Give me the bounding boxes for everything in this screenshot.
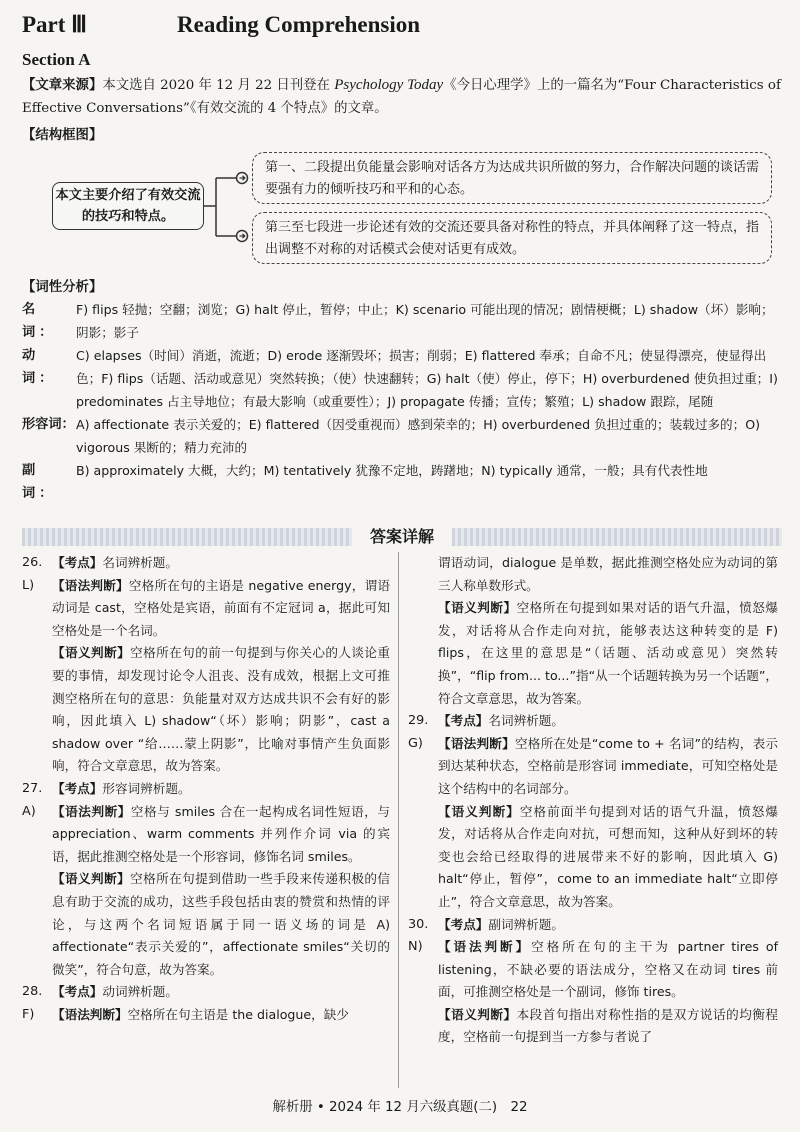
banner-decoration-left <box>22 528 352 546</box>
answer-number: 29. <box>408 713 429 729</box>
banner-decoration-right <box>452 528 782 546</box>
answer-text: 动词辨析题。 <box>102 984 178 1000</box>
answer-number: G) <box>408 735 423 751</box>
vocab-row-adverb <box>22 459 782 505</box>
structure-label: 【结构框图】 <box>22 127 103 143</box>
answer-text: 名词辨析题。 <box>488 713 564 729</box>
answer-tag: 【语法判断】 <box>438 735 515 751</box>
answer-entry <box>22 981 390 1004</box>
answers-right-column <box>408 552 778 1049</box>
answers-title: 答案详解 <box>369 527 434 546</box>
answer-body <box>438 1004 778 1049</box>
structure-detail-2: 第三至七段进一步论述有效的交流还要具备对称性的特点，并具体阐释了这一特点，指出调整不对称的对话模式会使对话更有成效。 <box>252 212 772 264</box>
vocab-key: 形容词： <box>22 417 75 432</box>
page-footer: 解析册 • 2024 年 12 月六级真题(二) 22 <box>272 1100 528 1115</box>
answer-tag: 【考点】 <box>52 984 103 1000</box>
answer-number <box>22 868 52 981</box>
source-text-before: 本文选自 2020 年 12 月 22 日刊登在 <box>102 78 335 93</box>
answer-body <box>438 914 778 937</box>
answer-tag: 【语法判断】 <box>52 803 131 819</box>
part-label: Part Ⅲ <box>22 12 88 37</box>
answer-entry <box>22 575 390 643</box>
answer-entry <box>22 642 390 778</box>
answer-body <box>52 981 390 1004</box>
answer-tag: 【语义判断】 <box>438 1006 517 1022</box>
vocab-key: 动 词： <box>22 348 57 386</box>
answer-entry <box>22 801 390 869</box>
answer-number <box>408 801 438 914</box>
answer-text: 空格所在句提到借助一些手段来传递积极的信息有助于交流的成功，这些手段包括由衷的赞赏和热情的评论，与这两个名词短语属于同一语义场的词是 A) affectionate“表示关爱的”，affectionate smiles“关切的微笑”，符合句意，故为答案。 <box>52 871 391 977</box>
answer-entry <box>408 552 778 597</box>
answer-body <box>438 801 778 914</box>
source-text-after: 《今日心理学》上的一篇名为“Four Characteristics of Effective Conversations”《有效交流的 4 个特点》的文章。 <box>22 78 781 116</box>
answer-entry <box>408 801 778 914</box>
answer-text: 空格所在句提到如果对话的语气升温，愤怒爆发，对话将从合作走向对抗，能够表达这种转变的是 F) flips，在这里的意思是“（话题、活动或意见）突然转换”，“flip from... to...”指“从一个话题转换为另一个话题”，符合文章意思，故为答案。 <box>438 600 779 706</box>
answer-text: 谓语动词，dialogue 是单数，据此推测空格处应为动词的第三人称单数形式。 <box>438 555 778 593</box>
vocab-row-verb <box>22 344 782 413</box>
answer-text: 空格与 smiles 合在一起构成名词性短语，与 appreciation、warm comments 并列作介词 via 的宾语，据此推测空格处是一个形容词，修饰名词 smiles。 <box>52 803 390 864</box>
answer-body <box>52 801 390 869</box>
answer-number: N) <box>408 939 423 955</box>
answer-number <box>408 597 438 710</box>
answer-entry <box>408 597 778 710</box>
answer-body <box>52 868 390 981</box>
answer-number <box>408 552 438 597</box>
structure-detail-1: 第一、二段提出负能量会影响对话各方为达成共识所做的努力，合作解决问题的谈话需要强有力的倾听技巧和平和的心态。 <box>252 152 772 204</box>
answer-tag: 【语义判断】 <box>438 600 517 616</box>
answer-number: 30. <box>408 916 429 932</box>
answer-body <box>52 575 390 643</box>
answer-entry <box>22 778 390 801</box>
answer-tag: 【考点】 <box>438 916 489 932</box>
source-tag: 【文章来源】 <box>22 77 103 93</box>
answer-number: A) <box>22 803 36 819</box>
vocab-row-adjective <box>22 413 782 459</box>
answer-entry <box>408 936 778 1004</box>
answer-tag: 【语法判断】 <box>52 1006 128 1022</box>
structure-connector <box>204 152 252 264</box>
answer-entry <box>22 1004 390 1027</box>
answer-text: 空格前面半句提到对话的语气升温，愤怒爆发，对话将从合作走向对抗，可想而知，这种从好到坏的转变也会给已经取得的进展带来不好的影响，因此填入 G) halt“停止，暂停”，come to an immediate halt“立即停止”，符合文章意思，故为答案。 <box>438 803 779 909</box>
section-title: Section A <box>22 50 91 69</box>
answer-tag: 【语义判断】 <box>438 803 520 819</box>
answer-body <box>52 552 390 575</box>
answers-left-column <box>22 552 390 1026</box>
source-journal: Psychology Today <box>334 77 444 93</box>
answer-entry <box>408 914 778 937</box>
answer-number <box>408 1004 438 1049</box>
answer-text: 副词辨析题。 <box>488 916 564 932</box>
answer-number: F) <box>22 1006 35 1022</box>
answer-number: 28. <box>22 984 43 1000</box>
answer-tag: 【考点】 <box>52 780 103 796</box>
answer-entry <box>22 868 390 981</box>
answer-tag: 【语义判断】 <box>52 871 131 887</box>
answer-tag: 【考点】 <box>438 713 489 729</box>
vocab-text: B) approximately 大概，大约；M) tentatively 犹豫不定地，踌躇地；N) typically 通常，一般；具有代表性地 <box>76 463 708 478</box>
answer-text: 空格所在句主语是 the dialogue，缺少 <box>127 1006 349 1022</box>
answer-text: 本段首句指出对称性指的是双方说话的均衡程度，空格前一句提到当一方参与者说了 <box>438 1006 779 1045</box>
structure-summary-box: 本文主要介绍了有效交流的技巧和特点。 <box>52 182 204 230</box>
answer-body <box>438 552 778 597</box>
vocab-label: 【词性分析】 <box>22 279 103 295</box>
answer-body <box>52 1004 390 1027</box>
part-header <box>22 12 782 46</box>
answer-text: 空格所在处是“come to + 名词”的结构，表示到达某种状态，空格前是形容词 immediate，可知空格处是这个结构中的名词部分。 <box>438 735 779 796</box>
answer-number <box>22 642 52 778</box>
answer-entry <box>22 552 390 575</box>
vocab-text: C) elapses（时间）消逝，流逝；D) erode 逐渐毁坏；损害；削弱；E) flattered 奉承；自命不凡；使显得漂亮，使显得出色；F) flips（话题、活动或意见）突然转换；（使）快速翻转；G) halt（使）停止，停下；H) overburdened 使负担过重；I) predominates 占主导地位；有最大影响（或重要性）；J) propagate 传播；宣传；繁殖；L) shadow 跟踪，尾随 <box>76 348 778 409</box>
column-divider <box>398 552 399 1088</box>
answer-text: 空格所在句的前一句提到与你关心的人谈论重要的事情，却发现讨论令人沮丧、没有成效，根据上文可推测空格所在句的意思：负能量对双方达成共识不会有好的影响，因此填入 L) shadow“（坏）影响；阴影”，cast a shadow over “给……蒙上阴影”，比喻对事情产生负面影响，符合文章意思，故为答案。 <box>52 645 391 774</box>
answer-number: L) <box>22 577 35 593</box>
vocab-row-noun <box>22 298 782 344</box>
vocab-key: 副 词： <box>22 463 57 501</box>
answer-body <box>438 936 778 1004</box>
answer-tag: 【语法判断】 <box>52 577 129 593</box>
answer-entry <box>408 1004 778 1049</box>
vocab-text: A) affectionate 表示关爱的；E) flattered（因受重视而）感到荣幸的；H) overburdened 负担过重的；装载过多的；O) vigorous 果断的；精力充沛的 <box>76 417 761 455</box>
answer-entry <box>408 710 778 733</box>
answer-text: 名词辨析题。 <box>102 555 178 570</box>
answer-number: 27. <box>22 780 43 796</box>
answer-text: 空格所在句的主语是 negative energy，谓语动词是 cast，空格处是宾语，前面有不定冠词 a，据此可知空格处是一个名词。 <box>52 577 391 638</box>
answer-body <box>52 642 390 778</box>
answer-body <box>438 733 778 801</box>
answer-entry <box>408 733 778 801</box>
answer-body <box>438 710 778 733</box>
answers-banner <box>22 524 782 548</box>
answer-tag: 【考点】 <box>52 555 103 570</box>
answer-text: 形容词辨析题。 <box>102 780 191 796</box>
vocab-text: F) flips 轻抛；空翻；浏览；G) halt 停止，暂停；中止；K) scenario 可能出现的情况；剧情梗概；L) shadow（坏）影响；阴影；影子 <box>76 302 774 340</box>
answer-body <box>438 597 778 710</box>
answer-text: 空格所在句的主干为 partner tires of listening，不缺必要的语法成分，空格又在动词 tires 前面，可推测空格处是一个副词，修饰 tires。 <box>438 939 779 1000</box>
answer-number: 26. <box>22 555 43 570</box>
vocab-list <box>22 298 782 505</box>
vocab-key: 名 词： <box>22 302 57 340</box>
part-title: Reading Comprehension <box>177 12 421 37</box>
answer-tag: 【语法判断】 <box>438 939 532 955</box>
answer-tag: 【语义判断】 <box>52 645 131 661</box>
source-paragraph <box>22 74 782 120</box>
answer-body <box>52 778 390 801</box>
